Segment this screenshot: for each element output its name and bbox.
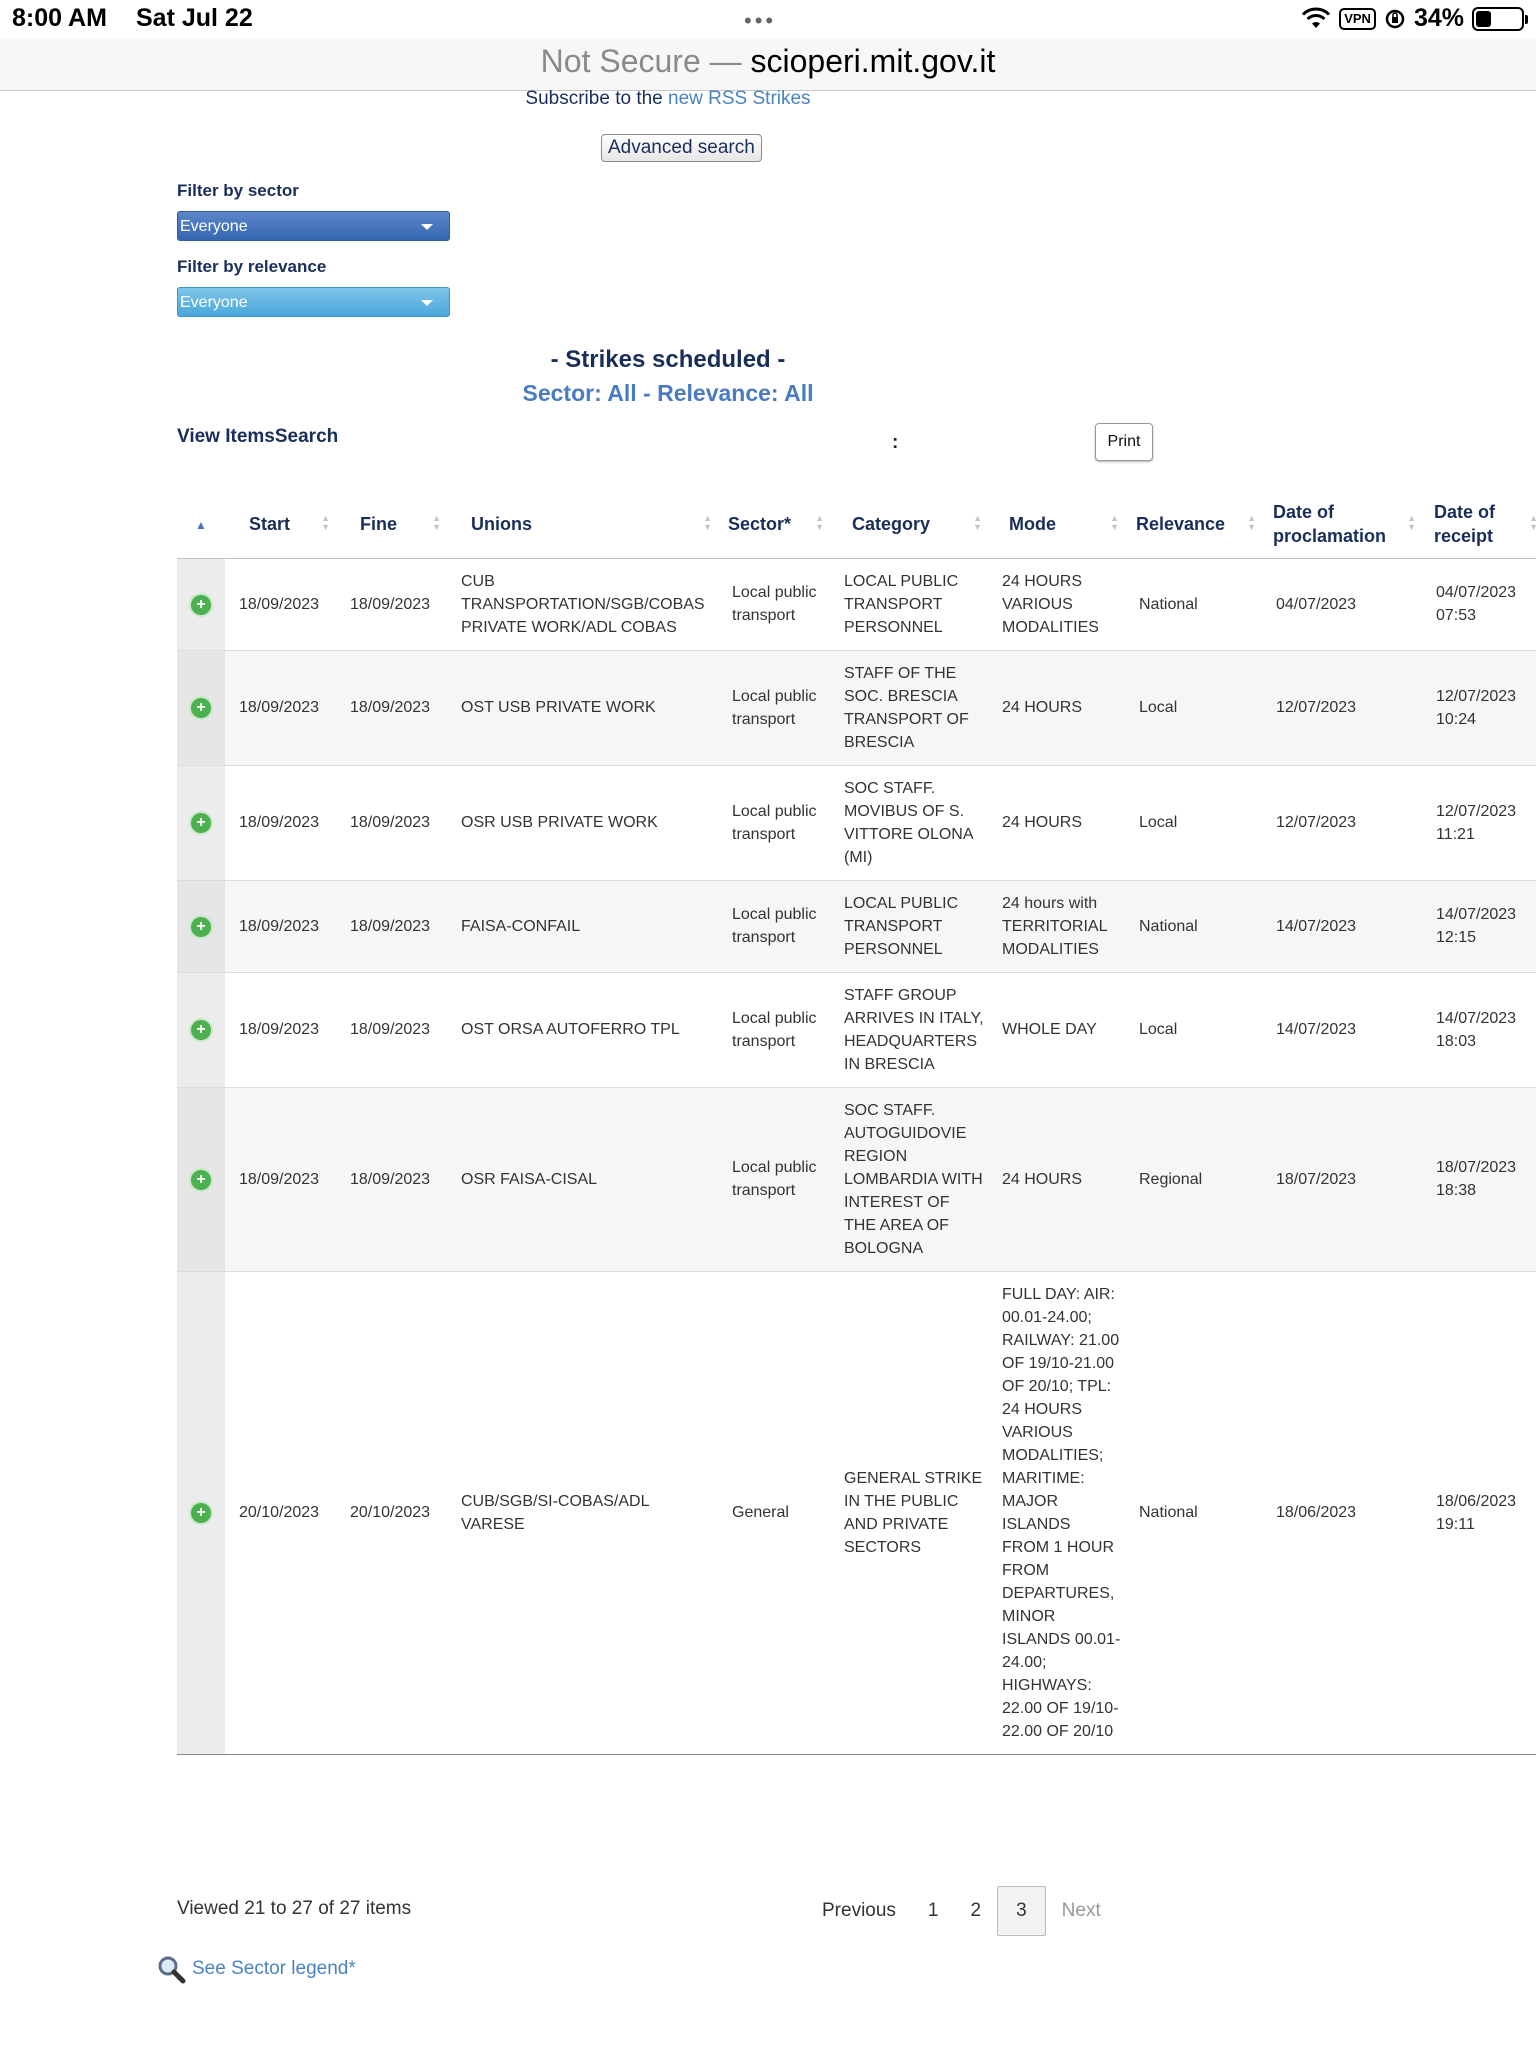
page-subtitle: Sector: All - Relevance: All: [522, 380, 814, 406]
cell-relevance: National: [1125, 880, 1262, 972]
expand-plus-icon[interactable]: +: [191, 1170, 211, 1190]
cell-start: 18/09/2023: [225, 765, 336, 880]
sort-arrows-icon: ▲ ▼: [1247, 513, 1256, 532]
expand-plus-icon[interactable]: +: [191, 813, 211, 833]
cell-sector: Local public transport: [718, 558, 830, 650]
cell-receipt: 14/07/2023 18:03: [1422, 972, 1536, 1087]
sector-legend-label: See Sector legend*: [192, 1958, 356, 1979]
rss-subscribe: [0, 88, 1336, 110]
sort-arrows-icon: ▲ ▼: [1407, 513, 1416, 532]
table-header-row: [177, 490, 1536, 558]
table-row[interactable]: [177, 558, 1536, 650]
cell-sector: Local public transport: [718, 650, 830, 765]
cell-sector: General: [718, 1271, 830, 1754]
cell-relevance: Local: [1125, 765, 1262, 880]
cell-fine: 18/09/2023: [336, 650, 447, 765]
expand-cell[interactable]: [177, 1087, 225, 1271]
expand-plus-icon[interactable]: +: [191, 698, 211, 718]
cell-category: SOC STAFF. MOVIBUS OF S. VITTORE OLONA (MI): [830, 765, 988, 880]
table-row[interactable]: [177, 972, 1536, 1087]
cell-proclamation: 12/07/2023: [1262, 650, 1422, 765]
status-time: 8:00 AM: [12, 4, 107, 32]
cell-start: 18/09/2023: [225, 1087, 336, 1271]
vpn-icon: VPN: [1339, 8, 1376, 30]
cell-unions: FAISA-CONFAIL: [447, 880, 718, 972]
cell-receipt: 12/07/2023 11:21: [1422, 765, 1536, 880]
cell-fine: 18/09/2023: [336, 765, 447, 880]
expand-cell[interactable]: [177, 1271, 225, 1754]
sort-arrows-icon: ▲ ▼: [1529, 513, 1538, 532]
cell-unions: OST USB PRIVATE WORK: [447, 650, 718, 765]
cell-category: LOCAL PUBLIC TRANSPORT PERSONNEL: [830, 880, 988, 972]
strikes-table: [177, 490, 1536, 1755]
sort-arrows-icon: ▲ ▼: [432, 513, 441, 532]
pagination-page-2[interactable]: 2: [970, 1900, 982, 1921]
column-header-sector[interactable]: Sector* ▲ ▼: [718, 490, 830, 558]
filter-relevance-label: Filter by relevance: [177, 257, 327, 276]
column-header-unions[interactable]: Unions ▲ ▼: [447, 490, 718, 558]
expand-cell[interactable]: [177, 558, 225, 650]
items-count: Viewed 21 to 27 of 27 items: [177, 1898, 412, 1919]
cell-start: 20/10/2023: [225, 1271, 336, 1754]
cell-proclamation: 12/07/2023: [1262, 765, 1422, 880]
expand-plus-icon[interactable]: +: [191, 917, 211, 937]
filter-sector-label: Filter by sector: [177, 181, 299, 200]
cell-relevance: Regional: [1125, 1087, 1262, 1271]
cell-receipt: 18/06/2023 19:11: [1422, 1271, 1536, 1754]
column-header-start[interactable]: Start ▲ ▼: [225, 490, 336, 558]
url-bar[interactable]: [0, 38, 1536, 91]
pagination-page-1[interactable]: 1: [927, 1900, 939, 1921]
expand-cell[interactable]: [177, 650, 225, 765]
table-row[interactable]: [177, 1087, 1536, 1271]
table-row[interactable]: [177, 880, 1536, 972]
cell-relevance: National: [1125, 558, 1262, 650]
cell-receipt: 04/07/2023 07:53: [1422, 558, 1536, 650]
cell-fine: 18/09/2023: [336, 1087, 447, 1271]
cell-fine: 18/09/2023: [336, 880, 447, 972]
cell-sector: Local public transport: [718, 1087, 830, 1271]
cell-category: SOC STAFF. AUTOGUIDOVIE REGION LOMBARDIA WITH INTEREST OF THE AREA OF BOLOGNA: [830, 1087, 988, 1271]
pagination-previous[interactable]: Previous: [822, 1900, 896, 1921]
cell-proclamation: 14/07/2023: [1262, 880, 1422, 972]
print-button[interactable]: Print: [1095, 423, 1153, 461]
cell-receipt: 12/07/2023 10:24: [1422, 650, 1536, 765]
chevron-down-icon: [421, 300, 433, 306]
cell-sector: Local public transport: [718, 972, 830, 1087]
column-header-relevance[interactable]: Relevance ▲ ▼: [1125, 490, 1262, 558]
expand-plus-icon[interactable]: +: [191, 1020, 211, 1040]
cell-unions: OSR USB PRIVATE WORK: [447, 765, 718, 880]
orientation-lock-icon: [1384, 8, 1406, 30]
sort-arrows-icon: ▲ ▼: [703, 513, 712, 532]
column-header-category[interactable]: Category ▲ ▼: [830, 490, 988, 558]
cell-unions: OSR FAISA-CISAL: [447, 1087, 718, 1271]
wifi-icon: [1301, 8, 1331, 30]
table-row[interactable]: [177, 650, 1536, 765]
expand-plus-icon[interactable]: +: [191, 1503, 211, 1523]
search-colon: :: [892, 432, 899, 453]
cell-sector: Local public transport: [718, 765, 830, 880]
cell-mode: 24 HOURS: [988, 765, 1125, 880]
sort-arrows-icon: ▲ ▼: [321, 513, 330, 532]
multitasking-dots-icon[interactable]: •••: [744, 8, 777, 33]
cell-start: 18/09/2023: [225, 880, 336, 972]
sort-arrows-icon: ▲ ▼: [815, 513, 824, 532]
cell-fine: 18/09/2023: [336, 972, 447, 1087]
cell-unions: CUB/SGB/SI-COBAS/ADL VARESE: [447, 1271, 718, 1754]
chevron-down-icon: [421, 224, 433, 230]
battery-icon: [1472, 7, 1524, 31]
cell-relevance: Local: [1125, 650, 1262, 765]
sort-arrows-icon: ▲ ▼: [1110, 513, 1119, 532]
cell-category: LOCAL PUBLIC TRANSPORT PERSONNEL: [830, 558, 988, 650]
cell-mode: FULL DAY: AIR: 00.01-24.00; RAILWAY: 21.00 OF 19/10-21.00 OF 20/10; TPL: 24 HOURS VARIOUS MODALITIES; MARITIME: MAJOR ISLANDS FROM 1 HOUR FROM DEPARTURES, MINOR ISLANDS 00.01-24.00; HIGHWAYS: 22.00 OF 19/10-22.00 OF 20/10: [988, 1271, 1125, 1754]
cell-category: STAFF OF THE SOC. BRESCIA TRANSPORT OF BRESCIA: [830, 650, 988, 765]
cell-category: GENERAL STRIKE IN THE PUBLIC AND PRIVATE SECTORS: [830, 1271, 988, 1754]
advanced-search-button[interactable]: Advanced search: [601, 134, 762, 162]
cell-receipt: 18/07/2023 18:38: [1422, 1087, 1536, 1271]
cell-receipt: 14/07/2023 12:15: [1422, 880, 1536, 972]
status-date: Sat Jul 22: [136, 4, 253, 32]
cell-mode: 24 HOURS VARIOUS MODALITIES: [988, 558, 1125, 650]
sort-ascending-icon: ▲: [195, 517, 207, 532]
cell-fine: 20/10/2023: [336, 1271, 447, 1754]
cell-mode: WHOLE DAY: [988, 972, 1125, 1087]
cell-unions: OST ORSA AUTOFERRO TPL: [447, 972, 718, 1087]
cell-proclamation: 18/06/2023: [1262, 1271, 1422, 1754]
cell-mode: 24 HOURS: [988, 650, 1125, 765]
cell-mode: 24 HOURS: [988, 1087, 1125, 1271]
table-row[interactable]: [177, 765, 1536, 880]
rss-link[interactable]: new RSS Strikes: [668, 88, 811, 109]
rss-prefix: Subscribe to the: [525, 88, 663, 109]
expand-column-header[interactable]: [177, 490, 225, 558]
cell-start: 18/09/2023: [225, 972, 336, 1087]
cell-start: 18/09/2023: [225, 650, 336, 765]
cell-sector: Local public transport: [718, 880, 830, 972]
page-title: - Strikes scheduled -: [550, 346, 786, 373]
cell-mode: 24 hours with TERRITORIAL MODALITIES: [988, 880, 1125, 972]
cell-start: 18/09/2023: [225, 558, 336, 650]
column-header-proclamation[interactable]: Date of proclamation ▲ ▼: [1262, 490, 1422, 558]
filter-sector-select[interactable]: [177, 211, 450, 241]
view-items-search-label: View ItemsSearch: [177, 426, 339, 447]
sector-legend-link[interactable]: [156, 1954, 356, 1984]
expand-cell[interactable]: [177, 765, 225, 880]
column-header-mode[interactable]: Mode ▲ ▼: [988, 490, 1125, 558]
pagination-page-3-current[interactable]: 3: [997, 1886, 1046, 1936]
pagination-next[interactable]: Next: [1061, 1900, 1101, 1921]
cell-relevance: Local: [1125, 972, 1262, 1087]
column-header-fine[interactable]: Fine ▲ ▼: [336, 490, 447, 558]
expand-plus-icon[interactable]: +: [191, 595, 211, 615]
status-indicators: [1301, 4, 1524, 33]
cell-category: STAFF GROUP ARRIVES IN ITALY, HEADQUARTERS IN BRESCIA: [830, 972, 988, 1087]
cell-relevance: National: [1125, 1271, 1262, 1754]
sort-arrows-icon: ▲ ▼: [973, 513, 982, 532]
table-row[interactable]: [177, 1271, 1536, 1754]
filter-relevance-value: Everyone: [180, 294, 248, 311]
pagination: [806, 1886, 1117, 1936]
column-header-receipt[interactable]: Date of receipt ▲ ▼: [1422, 490, 1536, 558]
expand-cell[interactable]: [177, 880, 225, 972]
filter-sector-value: Everyone: [180, 218, 248, 235]
filter-relevance-select[interactable]: [177, 287, 450, 317]
cell-unions: CUB TRANSPORTATION/SGB/COBAS PRIVATE WORK/ADL COBAS: [447, 558, 718, 650]
expand-cell[interactable]: [177, 972, 225, 1087]
cell-proclamation: 04/07/2023: [1262, 558, 1422, 650]
magnifier-icon: [156, 1954, 186, 1984]
not-secure-label: Not Secure —: [540, 43, 742, 79]
battery-percent: 34%: [1413, 4, 1464, 32]
url-domain: scioperi.mit.gov.it: [750, 43, 996, 79]
battery-level: [1476, 11, 1491, 27]
status-bar: [0, 0, 1536, 38]
cell-proclamation: 18/07/2023: [1262, 1087, 1422, 1271]
cell-proclamation: 14/07/2023: [1262, 972, 1422, 1087]
cell-fine: 18/09/2023: [336, 558, 447, 650]
